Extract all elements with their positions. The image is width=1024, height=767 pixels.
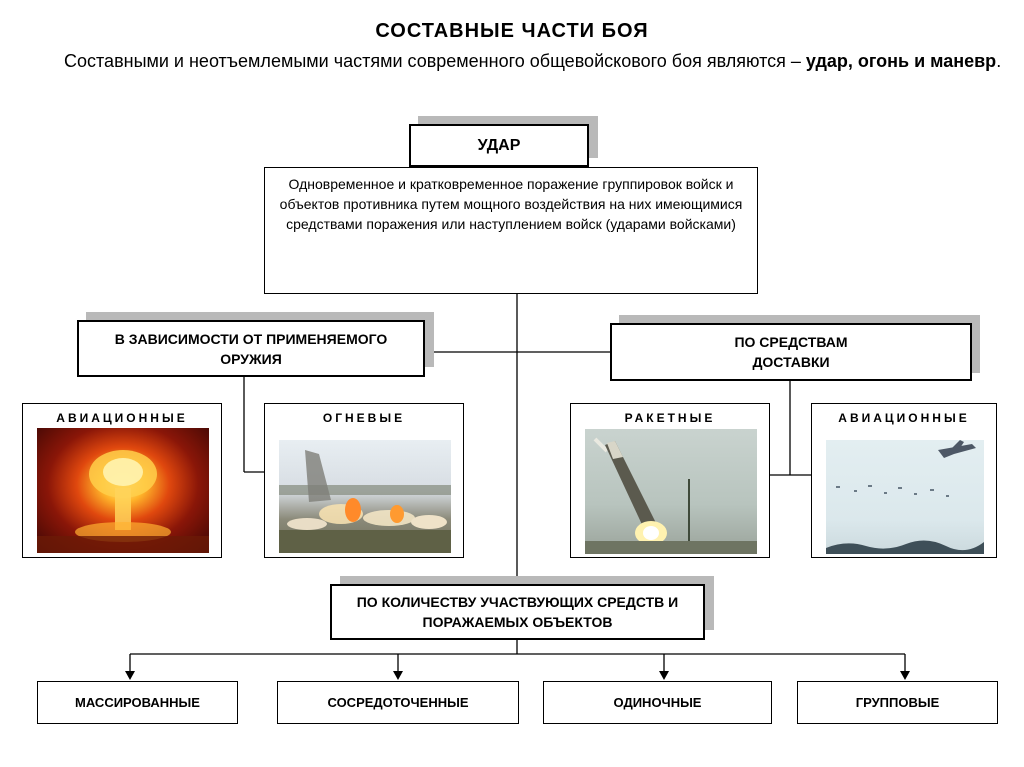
by-delivery-label: ПО СРЕДСТВАМ ДОСТАВКИ — [734, 334, 848, 370]
strike-description-box — [264, 167, 758, 294]
category-box-concentrated — [277, 681, 519, 724]
by-delivery-box — [610, 323, 972, 381]
fire-explosions-icon — [279, 440, 451, 553]
category-label-massive: МАССИРОВАННЫЕ — [75, 695, 200, 710]
artillery-fire-image — [279, 440, 451, 553]
category-label-concentrated: СОСРЕДОТОЧЕННЫЕ — [327, 695, 469, 710]
category-box-single — [543, 681, 772, 724]
strike-label: УДАР — [477, 136, 521, 154]
photo-card-fire — [264, 403, 464, 558]
jet-icon — [826, 440, 984, 554]
category-label-group: ГРУППОВЫЕ — [855, 695, 940, 710]
photo-label-aviation-1: АВИАЦИОННЫЕ — [56, 411, 188, 425]
strike-description: Одновременное и кратковременное поражение группировок войск и объектов противника путем мощного воздействия на них имеющимися средствами поражения или наступлением войск (ударами войсками) — [279, 176, 743, 232]
intro-end: . — [996, 51, 1002, 71]
missile-icon — [585, 429, 757, 554]
by-quantity-label: ПО КОЛИЧЕСТВУ УЧАСТВУЮЩИХ СРЕДСТВ И ПОРАЖАЕМЫХ ОБЪЕКТОВ — [356, 594, 679, 630]
intro-text: Составными и неотъемлемыми частями современного общевойскового боя являются – — [64, 51, 806, 71]
photo-label-missile: РАКЕТНЫЕ — [624, 411, 716, 425]
missile-launch-image — [585, 429, 757, 554]
by-weapon-box — [77, 320, 425, 377]
photo-label-fire: ОГНЕВЫЕ — [322, 411, 406, 425]
photo-card-aviation-2 — [811, 403, 997, 558]
category-box-massive — [37, 681, 238, 724]
strike-box — [409, 124, 589, 167]
page-title: СОСТАВНЫЕ ЧАСТИ БОЯ — [375, 20, 649, 42]
category-box-group — [797, 681, 998, 724]
by-weapon-label: В ЗАВИСИМОСТИ ОТ ПРИМЕНЯЕМОГО ОРУЖИЯ — [114, 330, 388, 367]
photo-label-aviation-2: АВИАЦИОННЫЕ — [838, 411, 970, 425]
explosion-image — [37, 428, 209, 553]
photo-card-missile — [570, 403, 770, 558]
by-quantity-box — [330, 584, 705, 640]
intro-bold: удар, огонь и маневр — [805, 51, 997, 71]
category-label-single: ОДИНОЧНЫЕ — [613, 695, 702, 710]
photo-card-aviation-1 — [22, 403, 222, 558]
aircraft-image — [826, 440, 984, 554]
mushroom-cloud-icon — [37, 428, 209, 553]
